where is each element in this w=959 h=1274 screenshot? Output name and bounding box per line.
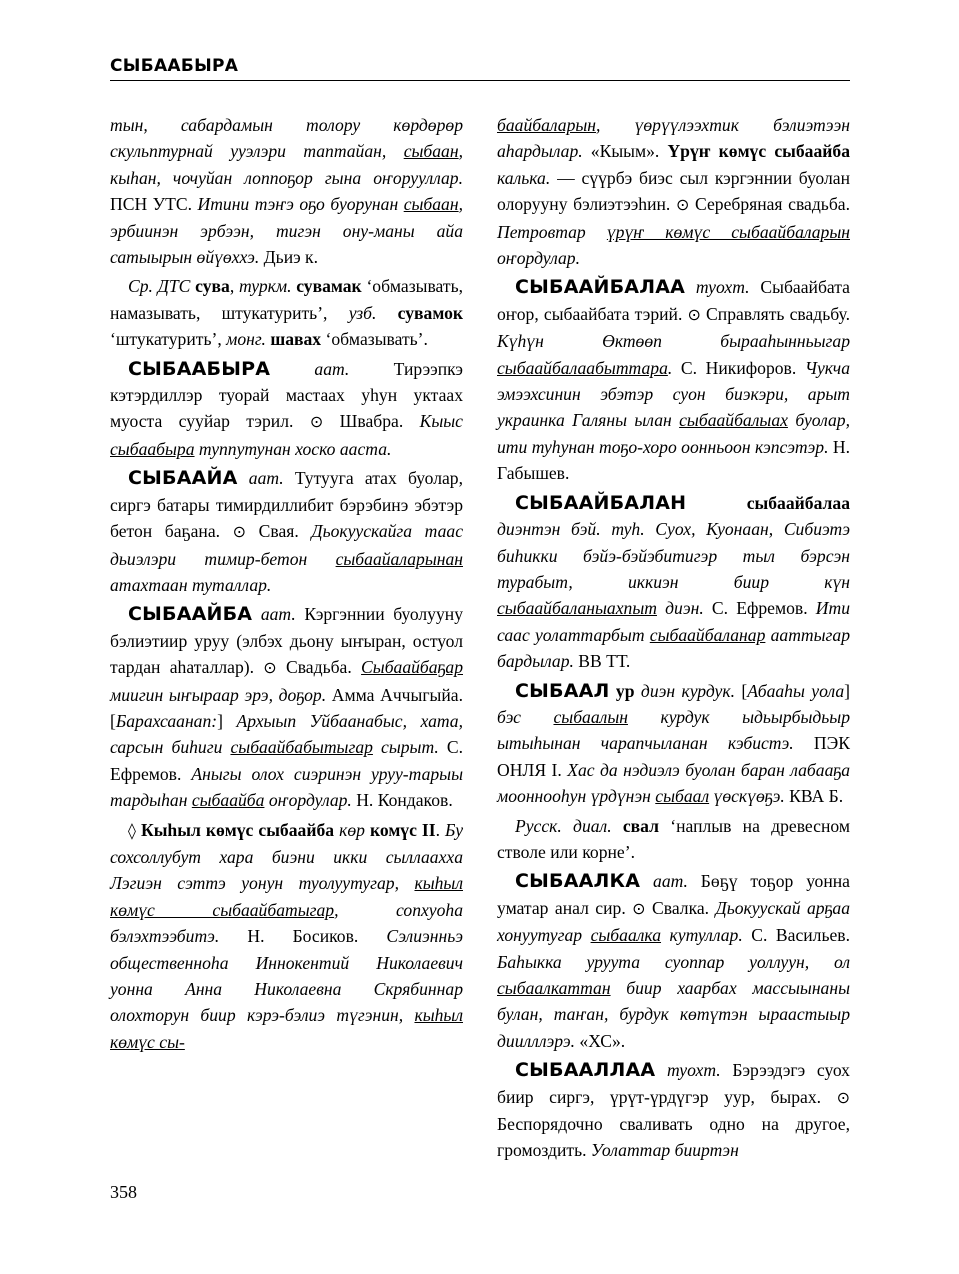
page-number: 358 (110, 1182, 137, 1202)
entry-sybaaiya: СЫБААЙА аат. Тутууга атах буолар, сиргэ батары тимирдиллибит бэрэбинэ эбэтэр бетон баҕана. ⊙ Свая. Дьокуускайга таас дьиэлэри тимир-бетон сыбаайаларынан атахтаан туталлар. (110, 467, 463, 595)
left-column (110, 112, 463, 1058)
running-header: СЫБААБЫРА (110, 56, 239, 76)
entry-sybaabyra: СЫБААБЫРА аат. Тирээпкэ кэтэрдиллэр туорай мастаах уһун уктаах муоста сууйар тэрил. ⊙ Швабра. Кыыс сыбаабыра туппутунан хоско ааста. (110, 357, 463, 459)
entry-sybaalka: СЫБААЛКА аат. Бөҕү тоҕор уонна уматар анал сир. ⊙ Свалка. Дьокуускай арҕаа хонуутугар сыбаалка кутуллар. С. Васильев. Баһыкка уруута суоппар уоллуун, ол сыбаалкаттан биир хаарбах массыынаны булан, таҥан, бурдук көтүтэн ыраастыыр диилллэрэ. «ХС». (497, 870, 851, 1051)
entry-sybaallaa: СЫБААЛЛАА туохт. Бэрээдэгэ суох биир сиргэ, үрүт-үрдүгэр уур, бырах. ⊙ Беспорядочно сваливать одно на другое, громоздить. Уолаттар бииртэн (497, 1059, 850, 1161)
entry-sybaal: СЫБААЛ ур диэн курдук. [Абааһы уола] бэс сыбаалын курдук ыдьырбыдьыр ытыһынан чарапчыланан кэбистэ. ПЭК ОНЛЯ I. Хас да нэдиэлэ буолан баран лабааҕа мооннооһун үрдүнэн сыбаал үөскүөҕэ. КВА Б. (497, 679, 850, 807)
entry-continuation: баайбаларын, үөрүүлээхтик бэлиэтээн аһардылар. «Кыым». Үрүҥ көмүс сыбаайба калька. — сүүрбэ биэс сыл кэргэннии буолан олорууну бэлиэтээһин. ⊙ Серебряная свадьба. Петровтар үрүҥ көмүс сыбаайбаларын оҥордулар. (497, 115, 850, 269)
phrase-kyhyl-komus: ◊ Кыһыл көмүс сыбаайба көр комүс II. Бу сохсоллубут хара биэни икки сыллааххa Лэгиэн сэттэ уонун туолуутугар, кыһыл көмүс сыбаайбатыгар, сопхуоһа бэлэхтээбитэ. Н. Босиков. Сэлиэнньэ общественноһа Иннокентий Николаевич уонна Анна Николаевна Скрябиннар олохторун биир кэрэ-бэлиэ түгэнин, кыһыл көмүс сы- (110, 819, 464, 1052)
header-rule (110, 80, 850, 81)
right-column (497, 112, 850, 1167)
entry-sybaaibalaa: СЫБААЙБАЛАА туохт. Сыбаайбата оҥор, сыбаайбата тэрий. ⊙ Справлять свадьбу. Күһүн Өктөөп бырааһынньыгар сыбаайбалаабыттара. С. Никифоров. Чукча эмээхсинин эбэтэр суон биэкэри, арыт украинка Галяны ылан сыбаайбалыах буолар, ити туһунан тоҕо-хоро оонньоон кэпсэтэр. Н. Габышев. (497, 276, 851, 484)
entry-continuation: тын, сабардамын толору көрдөрөр скульптурнай ууэлэри таптайан, сыбаан, кыһан, чочуйан лоппоҕор гына оҥорууллар. ПСН УТС. Итини тэҥэ оҕо буорунан сыбаан, эрбиинэн эрбээн, тигэн ону-маны айа сатыырын өйүөххэ. Дьиэ к. (110, 115, 463, 268)
etymology-paragraph: Ср. ДТС сува, туркм. сувамак ‘обмазывать, намазывать, штукатурить’, узб. сувамок ‘штукатурить’, монг. шавах ‘обмазывать’. (110, 276, 464, 350)
etymology-paragraph: Русск. диал. свал ‘наплыв на древесном стволе или корне’. (497, 815, 850, 862)
entry-sybaaibalan: СЫБААЙБАЛАН сыбаайбалаа диэнтэн бэй. туһ. Суох, Куонаан, Сибиэтэ биһикки бэйэ-бэйэбитигэр тыл бэрсэн турабыт, иккиэн биир күн сыбаайбаланыахпыт диэн. С. Ефремов. Ити саас уолаттарбыт сыбаайбаланар ааттыгар бардылар. ВВ ТТ. (497, 491, 851, 672)
entry-sybaaiba: СЫБААЙБА аат. Кэргэннии буолууну бэлиэтиир уруу (элбэх дьону ыҥыран, остуол тардан аһаталлар). ⊙ Свадьба. Сыбаайбаҕар миигин ыҥыраар эрэ, доҕор. Амма Аччыгыйа. [Барахсаанап:] Архыып Уйбаанабыс, хата, сарсын биһиги сыбаайбабытыгар сырыт. С. Ефремов. Аныгы олох сиэринэн уруу-тарыы тардыһан сыбаайба оҥордулар. Н. Кондаков. (110, 603, 464, 811)
